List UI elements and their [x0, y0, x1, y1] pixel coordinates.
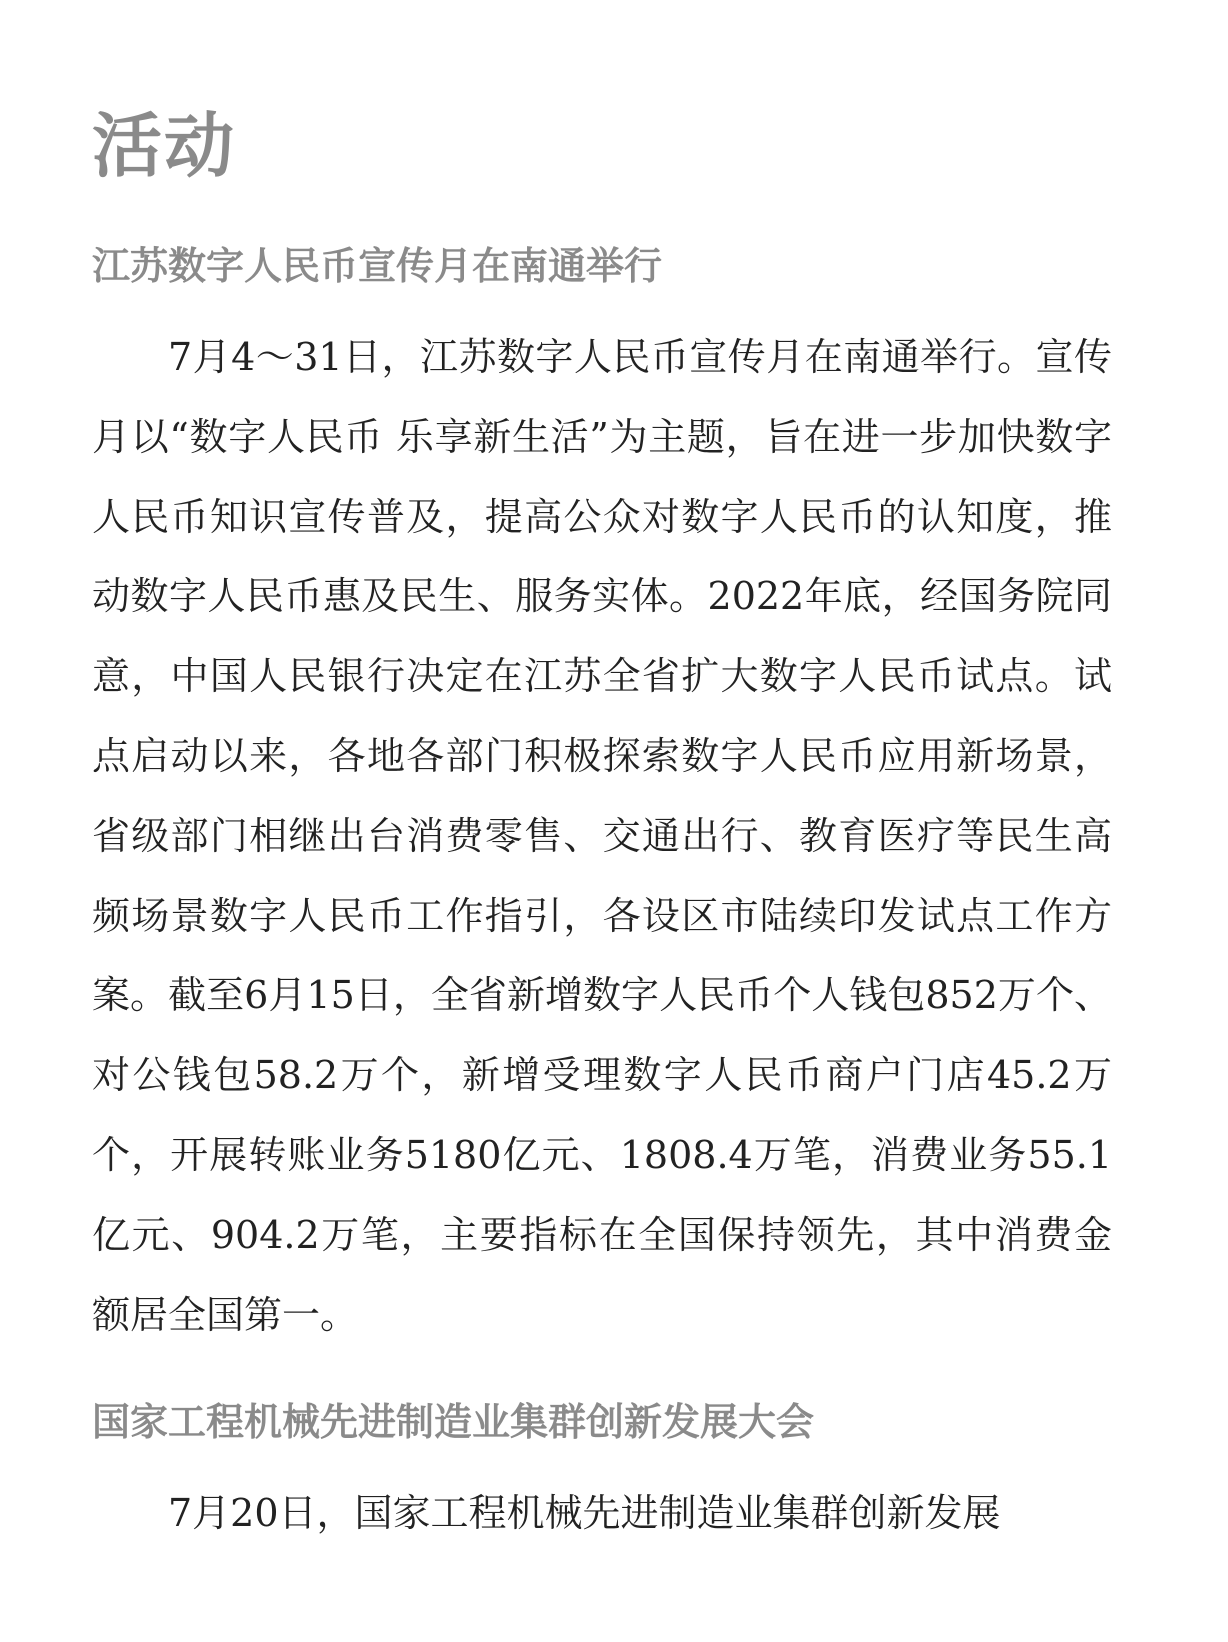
article-body: 7月4～31日，江苏数字人民币宣传月在南通举行。宣传月以“数字人民币 乐享新生活”为主题，旨在进一步加快数字人民币知识宣传普及，提高公众对数字人民币的认知度，推动数字人民币惠及民生、服务实体。2022年底，经国务院同意，中国人民银行决定在江苏全省扩大数字人民币试点。试点启动以来，各地各部门积极探索数字人民币应用新场景，省级部门相继出台消费零售、交通出行、教育医疗等民生高频场景数字人民币工作指引，各设区市陆续印发试点工作方案。截至6月15日，全省新增数字人民币个人钱包852万个、对公钱包58.2万个，新增受理数字人民币商户门店45.2万个，开展转账业务5180亿元、1808.4万笔，消费业务55.1亿元、904.2万笔，主要指标在全国保持领先，其中消费金额居全国第一。 — [92, 335, 1112, 1337]
section-heading: 活动 — [92, 105, 236, 187]
article-body: 7月20日，国家工程机械先进制造业集群创新发展 — [168, 1491, 1001, 1535]
article-title: 国家工程机械先进制造业集群创新发展大会 — [92, 1399, 815, 1444]
article-title: 江苏数字人民币宣传月在南通举行 — [92, 243, 663, 288]
